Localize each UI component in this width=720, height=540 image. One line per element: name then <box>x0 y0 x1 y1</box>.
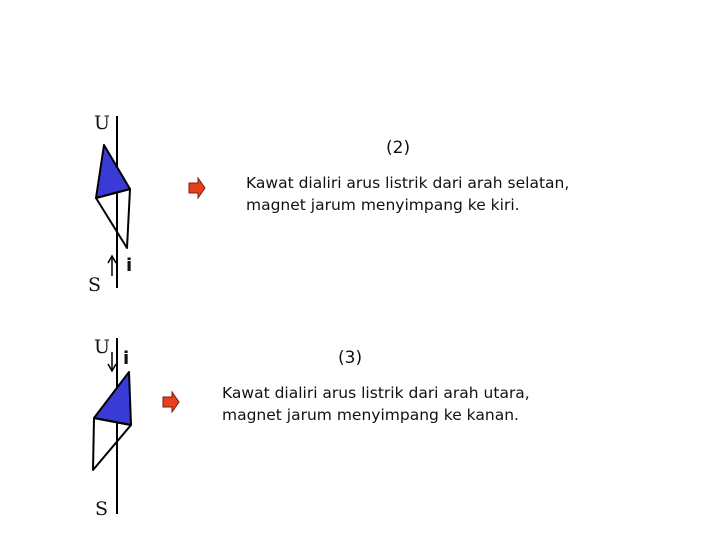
needle-south-half-1 <box>96 189 130 248</box>
south-label-1: S <box>88 274 102 296</box>
compass-diagram-1 <box>94 112 205 288</box>
needle-north-half-2 <box>94 372 131 425</box>
item-number-3: (3) <box>338 348 363 368</box>
current-arrow-1 <box>108 256 116 276</box>
description-2-line-1: Kawat dialiri arus listrik dari arah selatan, <box>246 174 570 192</box>
description-3-line-2: magnet jarum menyimpang ke kanan. <box>222 406 519 424</box>
needle-south-half-2 <box>93 418 131 470</box>
description-3-line-1: Kawat dialiri arus listrik dari arah utara, <box>222 384 530 402</box>
description-2 <box>246 172 569 216</box>
south-label-2: S <box>95 498 109 520</box>
right-arrow-icon <box>189 178 205 198</box>
current-label-2: i <box>123 348 130 369</box>
item-number-2: (2) <box>386 138 411 158</box>
right-arrow-icon <box>163 392 179 412</box>
description-2-line-2: magnet jarum menyimpang ke kiri. <box>246 196 520 214</box>
north-label-1: U <box>94 112 111 134</box>
description-3 <box>222 382 530 426</box>
current-label-1: i <box>126 255 133 276</box>
north-label-2: U <box>94 336 111 358</box>
compass-diagram-2 <box>93 338 179 514</box>
